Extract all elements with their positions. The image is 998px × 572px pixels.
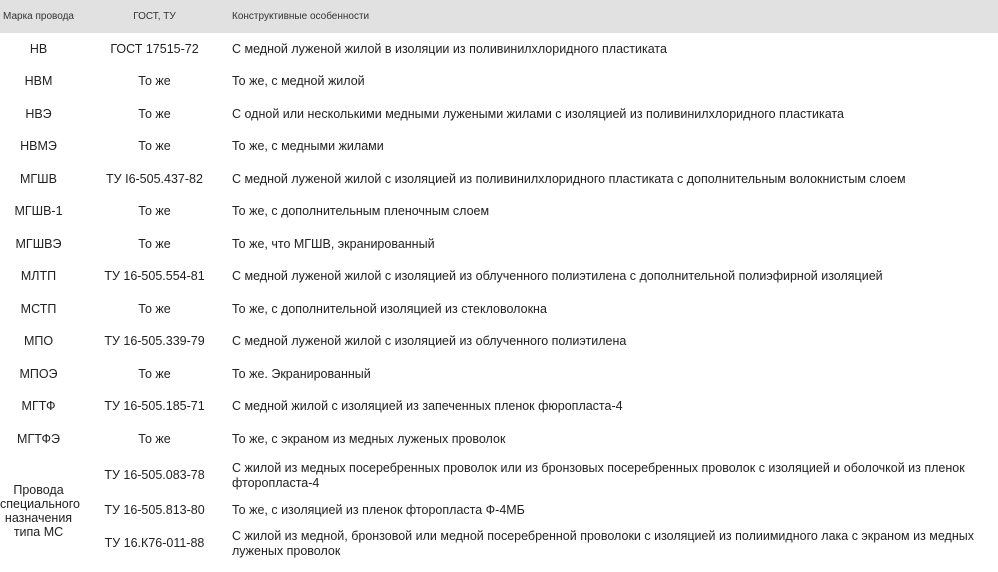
header-design-features: Конструктивные особенности [232, 0, 998, 33]
cell-mark: МГТФ [21, 399, 56, 414]
cell-desc: С медной луженой жилой в изоляции из поливинилхлоридного пластиката [232, 41, 667, 56]
cell-gost: То же [138, 204, 171, 219]
cell-mark: МПО [23, 334, 54, 349]
cell-mark: МГШВ [20, 171, 57, 186]
cell-desc: То же, что МГШВ, экранированный [232, 236, 435, 251]
table-row [0, 358, 998, 391]
header-gost: ГОСТ, ТУ [77, 0, 232, 33]
cell-desc: То же, с медными жилами [232, 139, 384, 154]
cell-gost: То же [138, 366, 171, 381]
cell-desc: То же. Экранированный [232, 366, 371, 381]
table-row [0, 456, 998, 496]
cell-desc: То же, с медной жилой [232, 74, 365, 89]
table-row [0, 98, 998, 131]
cell-group-mark: Провода специального назначения типа МС [0, 483, 80, 539]
table-row [0, 163, 998, 196]
cell-mark: МГШВЭ [15, 236, 62, 251]
cell-desc: С одной или несколькими медными лужеными жилами с изоляцией из поливинилхлоридного пластиката [232, 106, 844, 121]
table-row [0, 525, 998, 563]
table-row [0, 131, 998, 164]
cell-mark: НВЭ [25, 106, 52, 121]
cell-gost: То же [138, 431, 171, 446]
cell-desc: С медной жилой с изоляцией из запеченных пленок фюропласта-4 [232, 399, 623, 414]
cell-desc: С жилой из медных посеребренных проволок или из бронзовых посеребренных проволок с изоляцией и оболочкой из пленок фторопласта-4 [232, 460, 965, 490]
table-row [0, 33, 998, 66]
table-row [0, 228, 998, 261]
cell-gost: ТУ 16.К76-011-88 [104, 536, 205, 550]
table-row [0, 326, 998, 359]
cell-desc: То же, с дополнительной изоляцией из стекловолокна [232, 301, 547, 316]
cell-desc: С медной луженой жилой с изоляцией из облученного полиэтилена с дополнительной полиэфирной изоляцией [232, 269, 883, 284]
cell-gost: ТУ 16-505.185-71 [104, 399, 205, 414]
cell-gost: ТУ 16-505.813-80 [104, 502, 205, 517]
cell-mark: МЛТП [20, 269, 57, 284]
cell-gost: ТУ 16-505.339-79 [104, 334, 205, 349]
cell-mark: МГШВ-1 [14, 204, 63, 219]
cell-desc: То же, с дополнительным пленочным слоем [232, 204, 490, 219]
table-row [0, 496, 998, 525]
cell-gost: ТУ 16-505.083-78 [104, 468, 205, 482]
table-row [0, 293, 998, 326]
cell-desc: То же, с экраном из медных луженых проволок [232, 431, 506, 446]
cell-desc: С медной луженой жилой с изоляцией из облученного полиэтилена [232, 334, 627, 349]
cell-mark: НВМ [24, 74, 53, 89]
cell-mark: НВ [29, 41, 48, 56]
table-row [0, 261, 998, 294]
cell-mark: МГТФЭ [17, 431, 60, 446]
cell-gost: То же [138, 236, 171, 251]
cell-gost: То же [138, 139, 171, 154]
cell-gost: То же [138, 301, 171, 316]
cell-gost: То же [138, 74, 171, 89]
cell-gost: ГОСТ 17515-72 [110, 41, 199, 56]
cell-mark: НВМЭ [20, 139, 57, 154]
cell-mark: МСТП [20, 301, 57, 316]
table-row [0, 196, 998, 229]
cell-desc: С жилой из медной, бронзовой или медной посеребренной проволоки с изоляцией из полиимидного лака с экраном из медных луженых проволок [232, 528, 974, 558]
cell-mark: МПОЭ [19, 366, 58, 381]
table-row [0, 423, 998, 456]
cell-desc: То же, с изоляцией из пленок фторопласта Ф-4МБ [232, 502, 525, 517]
cell-gost: ТУ 16-505.554-81 [104, 269, 205, 284]
header-wire-mark: Марка провода [0, 0, 77, 33]
cell-gost: То же [138, 106, 171, 121]
cell-desc: С медной луженой жилой с изоляцией из поливинилхлоридного пластиката с дополнительным волокнистым слоем [232, 171, 906, 186]
table-row [0, 391, 998, 424]
cell-gost: ТУ І6-505.437-82 [106, 171, 203, 186]
table-header-row [0, 0, 998, 33]
table-row [0, 66, 998, 99]
